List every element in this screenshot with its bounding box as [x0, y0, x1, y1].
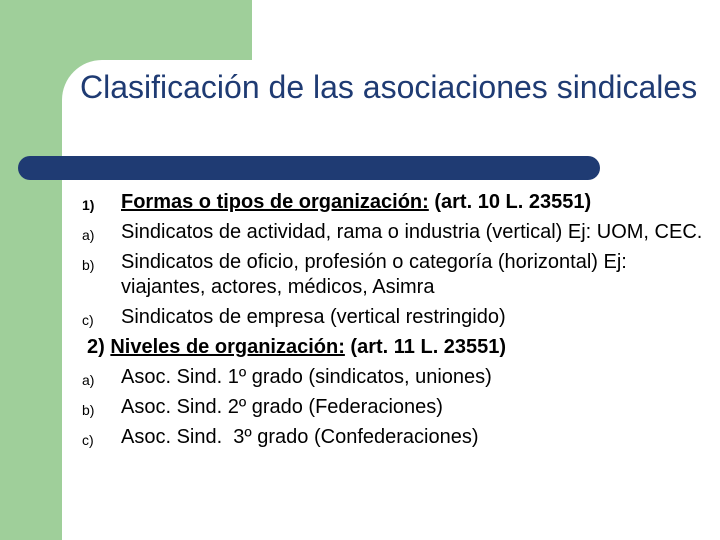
section-1-heading-rest: (art. 10 L. 23551)	[428, 191, 592, 213]
list-text: Asoc. Sind. 3º grado (Confederaciones)	[121, 426, 479, 448]
list-item	[0, 365, 720, 390]
list-item	[0, 250, 720, 300]
list-marker: c)	[82, 432, 94, 448]
section-2-heading	[0, 335, 720, 360]
section-2-heading-rest: (art. 11 L. 23551)	[344, 336, 507, 358]
list-marker: a)	[82, 372, 95, 388]
section-1-heading-underlined: Formas o tipos de organización:	[121, 191, 429, 213]
section-2-marker: 2)	[87, 336, 105, 358]
list-text: Sindicatos de empresa (vertical restringido)	[121, 306, 506, 328]
list-text: Sindicatos de oficio, profesión o categoría (horizontal) Ej: viajantes, actores, médicos, Asimra	[121, 251, 627, 298]
section-2-heading-underlined: Niveles de organización:	[110, 336, 345, 358]
list-text: Asoc. Sind. 2º grado (Federaciones)	[121, 396, 443, 418]
list-text: Asoc. Sind. 1º grado (sindicatos, uniones)	[121, 366, 492, 388]
slide-content	[0, 190, 720, 530]
list-text: Sindicatos de actividad, rama o industria (vertical) Ej: UOM, CEC.	[121, 221, 703, 243]
list-item	[0, 395, 720, 420]
section-1-heading	[0, 190, 720, 215]
slide-title: Clasificación de las asociaciones sindicales	[80, 69, 698, 105]
list-item	[0, 305, 720, 330]
list-item	[0, 425, 720, 450]
title-underline-bar	[18, 156, 600, 180]
list-marker: a)	[82, 227, 95, 243]
list-marker: b)	[82, 257, 95, 273]
list-marker: b)	[82, 402, 95, 418]
list-item	[0, 220, 720, 245]
list-marker: c)	[82, 312, 94, 328]
section-1-marker: 1)	[82, 197, 95, 213]
